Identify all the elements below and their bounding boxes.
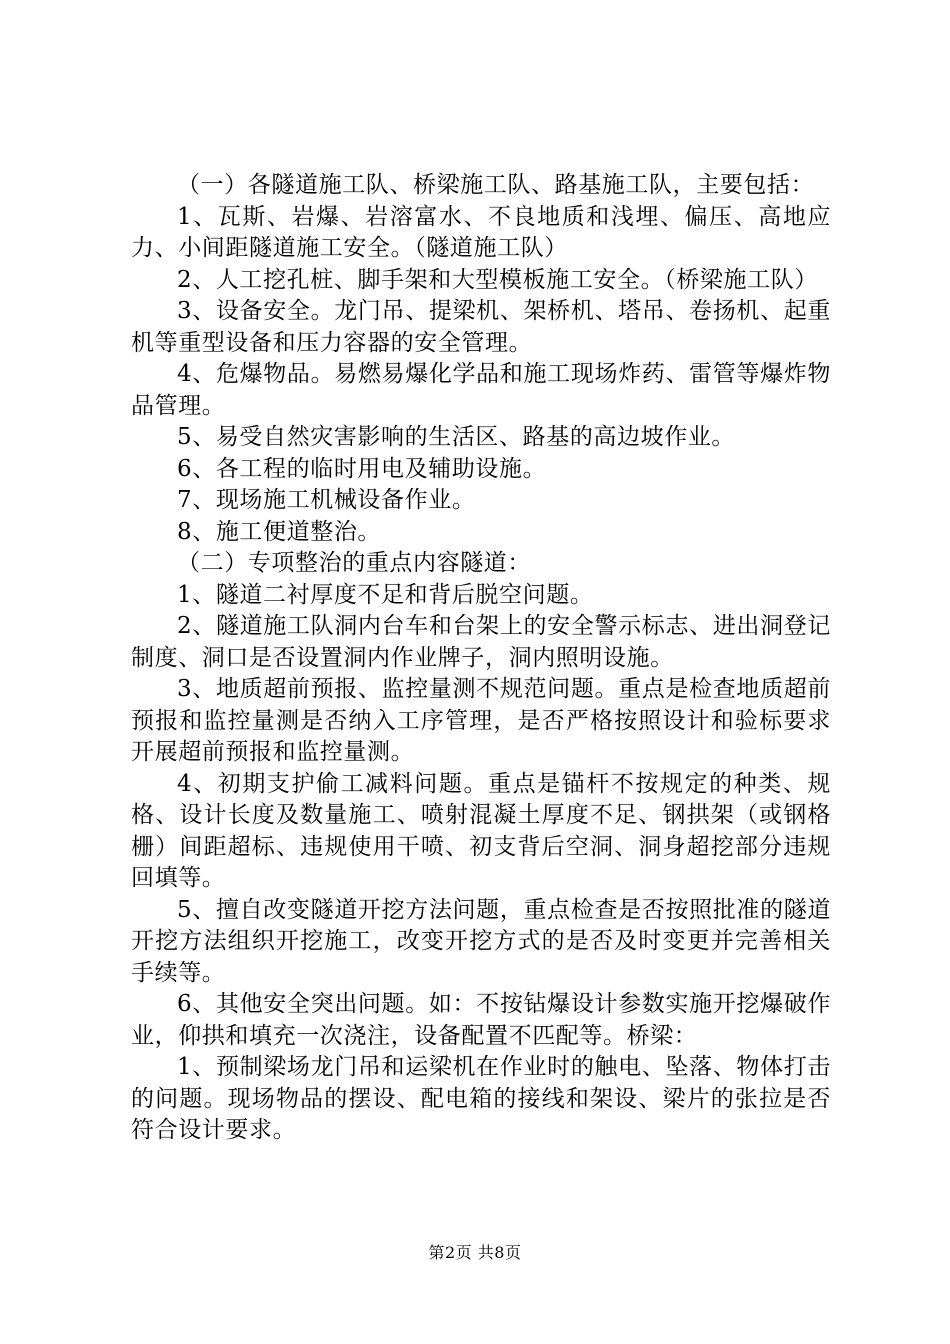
page-footer: 第2页 共8页	[428, 1243, 522, 1262]
paragraph: 4、初期支护偷工减料问题。重点是锚杆不按规定的种类、规格、设计长度及数量施工、喷射混凝土厚度不足、钢拱架（或钢格栅）间距超标、违规使用干喷、初支背后空洞、洞身超挖部分违规回填等。	[131, 770, 831, 891]
paragraph: 6、各工程的临时用电及辅助设施。	[177, 455, 547, 482]
paragraph: 1、隧道二衬厚度不足和背后脱空问题。	[177, 581, 594, 608]
document-body	[131, 170, 831, 1147]
paragraph: 8、施工便道整治。	[177, 518, 382, 545]
paragraph: 5、擅自改变隧道开挖方法问题，重点检查是否按照批准的隧道开挖方法组织开挖施工，改变开挖方式的是否及时变更并完善相关手续等。	[131, 896, 831, 986]
paragraph: 3、地质超前预报、监控量测不规范问题。重点是检查地质超前预报和监控量测是否纳入工序管理，是否严格按照设计和验标要求开展超前预报和监控量测。	[131, 676, 831, 765]
paragraph: 6、其他安全突出问题。如：不按钻爆设计参数实施开挖爆破作业，仰拱和填充一次浇注，设备配置不匹配等。桥梁：	[131, 991, 831, 1049]
paragraph: 2、隧道施工队洞内台车和台架上的安全警示标志、进出洞登记制度、洞口是否设置洞内作业牌子，洞内照明设施。	[131, 613, 831, 671]
paragraph: 7、现场施工机械设备作业。	[177, 487, 476, 513]
paragraph: 2、人工挖孔桩、脚手架和大型模板施工安全。（桥梁施工队）	[177, 266, 818, 293]
paragraph: 4、危爆物品。易燃易爆化学品和施工现场炸药、雷管等爆炸物品管理。	[131, 361, 831, 419]
paragraph: 1、瓦斯、岩爆、岩溶富水、不良地质和浅埋、偏压、高地应力、小间距隧道施工安全。（隧道施工队）	[131, 203, 831, 261]
section-heading-1: （一）各隧道施工队、桥梁施工队、路基施工队，主要包括：	[177, 172, 815, 198]
section-heading-2: （二）专项整治的重点内容隧道：	[177, 550, 531, 576]
paragraph: 1、预制梁场龙门吊和运梁机在作业时的触电、坠落、物体打击的问题。现场物品的摆设、配电箱的接线和架设、梁片的张拉是否符合设计要求。	[131, 1054, 831, 1143]
paragraph: 3、设备安全。龙门吊、提梁机、架桥机、塔吊、卷扬机、起重机等重型设备和压力容器的安全管理。	[131, 298, 831, 356]
paragraph: 5、易受自然灾害影响的生活区、路基的高边坡作业。	[177, 424, 736, 450]
